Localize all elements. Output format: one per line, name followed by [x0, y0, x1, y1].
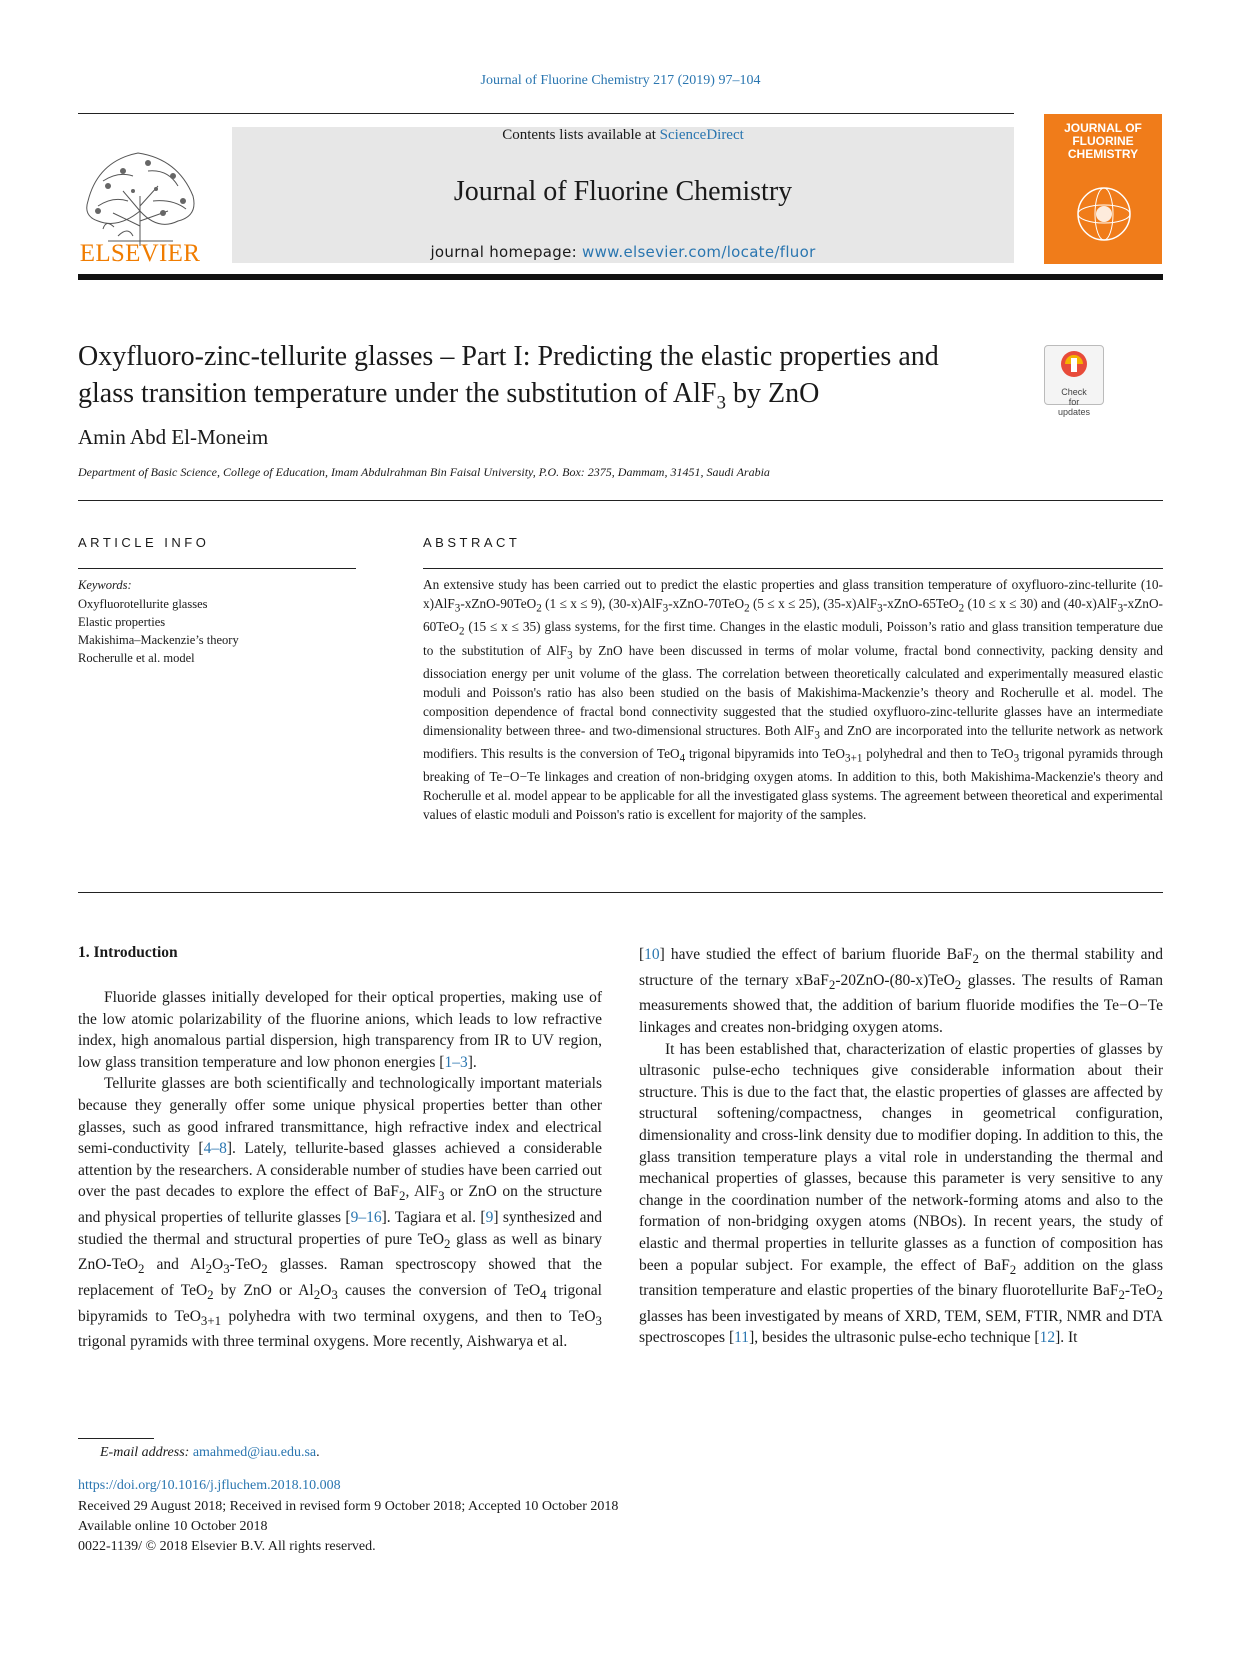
title-subscript: 3 — [716, 392, 726, 414]
article-info-heading: ARTICLE INFO — [78, 535, 210, 550]
keywords-label: Keywords: — [78, 578, 132, 592]
author-name[interactable]: Amin Abd El-Moneim — [78, 425, 269, 449]
crossmark-icon — [1045, 346, 1103, 382]
journal-reference[interactable]: Journal of Fluorine Chemistry 217 (2019) 97–104 — [480, 73, 761, 88]
journal-name: Journal of Fluorine Chemistry — [453, 176, 793, 207]
keyword: Elastic properties — [78, 615, 166, 629]
body-column-left — [78, 987, 602, 1353]
citation-link[interactable]: 9 — [485, 1209, 494, 1227]
body-column-right — [639, 944, 1163, 1349]
homepage-line — [232, 243, 1014, 261]
abstract-body: An extensive study has been carried out to predict the elastic properties and glass transition temperature of oxyfluoro-zinc-tellurite (10-x)AlF$_3$-xZnO-90TeO$_2$ (1 ≤ x ≤ 9), (30-x)AlF$_3$-xZnO-70TeO$_2$ (5 ≤ x ≤ 25), (35-x)AlF$_3$-xZnO-65TeO$_2$ (10 ≤ x ≤ 30) and (40-x)AlF$_3$-xZnO-60TeO$_2$ (15 ≤ x ≤ 35) glass systems, for the first time. Changes in the elastic moduli, Poisson’s ratio and glass transition temperature due to the substitution of AlF$_3$ by ZnO have been discussed in terms of molar volume, fractal bond connectivity, packing density and dissociation energy per unit volume of the glass. The correlation between theoretically calculated and experimentally measured elastic moduli and Poisson's ratio has also been studied on the basis of Makishima-Mackenzie’s theory and Rocherulle et al. model. The composition dependence of fractal bond connectivity suggested that the studied oxyfluoro-zinc-tellurite glasses have an intermediate dimensionality between three- and two-dimensional structures. Both AlF$_3$ and ZnO are incorporated into the tellurite network as network modifiers. This results is the conversion of TeO$_4$ trigonal bipyramids into TeO$_{3+1}$ polyhedral and then to TeO$_3$ trigonal pyramids through breaking of Te−O−Te linkages and creation of non-bridging oxygen atoms. In addition to this, both Makishima-Mackenzie's theory and Rocherulle et al. model appear to be applicable for all the investigated glass systems. The agreement between theoretical and experimental values of elastic moduli and Poisson's ratio is excellent for majority of the samples. — [423, 577, 1164, 823]
citation-link[interactable]: 9–16 — [350, 1209, 382, 1227]
divider — [423, 568, 1163, 569]
contents-line — [232, 127, 1014, 144]
paragraph: Tellurite glasses are both scientifically and technologically important materials because they generally offer some unique physical properties better than other glasses, such as good infrared transmittance, high refractive index and electrical semi-conductivity [4–8]. Lately, tellurite-based glasses achieved a considerable attention by the researchers. A considerable number of studies have been carried out over the past decades to explore the effect of BaF$_2$, AlF$_3$ or ZnO on the structure and physical properties of tellurite glasses [9–16]. Tagiara et al. [9] synthesized and studied the thermal and structural properties of pure TeO$_2$ glass as well as binary ZnO-TeO$_2$ and $Al_2O_3-TeO_2$ glasses. Raman spectroscopy showed that the replacement of TeO$_2$ by ZnO or $Al_2O_3$ causes the conversion of TeO$_4$ trigonal bipyramids to TeO$_{3+1}$ polyhedra with two terminal oxygens, and then to TeO$_3$ trigonal pyramids with three terminal oxygens. More recently, Aishwarya et al. — [78, 1075, 602, 1351]
received-dates: Received 29 August 2018; Received in revised form 9 October 2018; Accepted 10 October 2018 — [78, 1499, 619, 1514]
header-divider — [78, 274, 1163, 280]
section-heading: 1. Introduction — [78, 944, 178, 961]
email-link[interactable]: amahmed@iau.edu.sa — [192, 1445, 317, 1460]
crossmark-label: Check for updates — [1057, 387, 1091, 417]
elsevier-wordmark: ELSEVIER — [79, 240, 201, 267]
title-line-2: glass transition temperature under the substitution of AlF — [78, 378, 717, 409]
article-title — [78, 338, 1028, 422]
homepage-prefix: journal homepage: — [430, 243, 583, 261]
footnote-divider — [78, 1438, 154, 1439]
cover-title: JOURNAL OF FLUORINE CHEMISTRY — [1064, 121, 1142, 161]
email-footnote: E-mail address: amahmed@iau.edu.sa. — [100, 1445, 320, 1460]
title-line-1: Oxyfluoro-zinc-tellurite glasses – Part I: Predicting the elastic properties and — [78, 341, 939, 372]
check-for-updates-button[interactable] — [1044, 345, 1104, 417]
citation-link[interactable]: 1–3 — [444, 1053, 468, 1071]
copyright-notice: 0022-1139/ © 2018 Elsevier B.V. All rights reserved. — [78, 1539, 376, 1554]
journal-homepage-link[interactable]: www.elsevier.com/locate/fluor — [582, 243, 816, 261]
keyword: Rocherulle et al. model — [78, 651, 195, 665]
citation-link[interactable]: 10 — [644, 946, 660, 963]
divider — [78, 568, 356, 569]
keyword: Makishima–Mackenzie’s theory — [78, 633, 239, 647]
paragraph: Fluoride glasses initially developed for their optical properties, making use of the low atomic polarizability of the fluorine anions, which leads to low refractive index, high anomalous partial dispersion, high transparency from IR to UV region, low glass transition temperature and low phonon energies [1–3]. — [78, 989, 602, 1071]
online-date: Available online 10 October 2018 — [78, 1519, 268, 1534]
citation-link[interactable]: 12 — [1039, 1329, 1056, 1347]
doi-link[interactable]: https://doi.org/10.1016/j.jfluchem.2018.10.008 — [78, 1478, 341, 1493]
keywords-list — [78, 595, 239, 667]
divider — [78, 892, 1163, 893]
paragraph: [10] have studied the effect of barium fluoride BaF$_2$ on the thermal stability and structure of the ternary xBaF$_2$-20ZnO-(80-x)TeO$_2$ glasses. The results of Raman measurements showed that, the addition of barium fluoride modifies the Te−O−Te linkages and creates non-bridging oxygen atoms. — [639, 946, 1163, 1036]
citation-link[interactable]: 4–8 — [203, 1140, 227, 1158]
abstract-heading: ABSTRACT — [423, 535, 521, 550]
paragraph: It has been established that, characterization of elastic properties of glasses by ultrasonic pulse-echo techniques give considerable information about their structure. This is due to the fact that, the elastic properties of glasses are affected by structural softening/compactness, changes in geometrical configuration, dimensionality and cross-link density due to modifier doping. In addition to this, the glass transition temperature plays a vital role in understanding the thermal and mechanical properties of glasses, because this parameter is very sensitive to any change in the coordination number of the network-forming atoms and also to the formation of non-bridging oxygen atoms (NBOs). In recent years, the study of elastic and thermal properties in tellurite glasses as a function of composition has been a popular subject. For example, the effect of BaF$_2$ addition on the glass transition temperature and elastic properties of the binary fluorotellurite BaF$_2$-TeO$_2$ glasses has been investigated by means of XRD, TEM, SEM, FTIR, NMR and DTA spectroscopes [11], besides the ultrasonic pulse-echo technique [12]. It — [639, 1040, 1163, 1347]
author-affiliation: Department of Basic Science, College of Education, Imam Abdulrahman Bin Faisal University, P.O. Box: 2375, Dammam, 31451, Saudi Arabia — [78, 465, 770, 479]
divider — [78, 500, 1163, 501]
sciencedirect-link[interactable]: ScienceDirect — [659, 127, 744, 143]
citation-link[interactable]: 11 — [734, 1329, 750, 1347]
cover-atom-icon — [1075, 185, 1133, 243]
divider — [78, 113, 1014, 114]
keyword: Oxyfluorotellurite glasses — [78, 597, 208, 611]
title-line-2-end: by ZnO — [725, 378, 820, 409]
contents-prefix: Contents lists available at — [502, 127, 660, 143]
email-label: E-mail address: — [100, 1445, 190, 1460]
